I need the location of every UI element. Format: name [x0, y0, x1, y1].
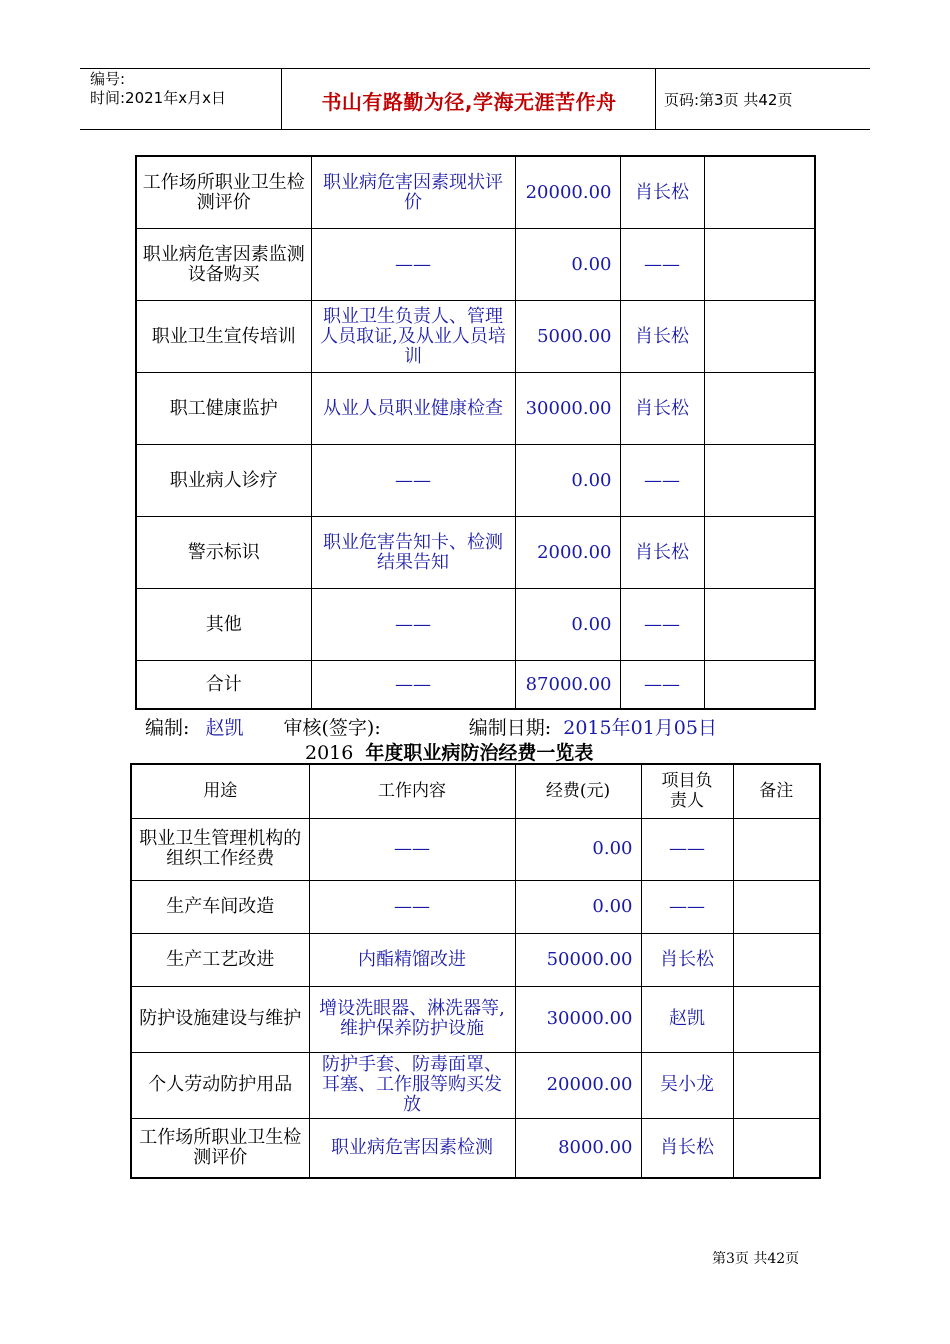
purpose-cell: 职工健康监护 [136, 373, 311, 445]
table-title [275, 738, 593, 765]
cost-cell: 30000.00 [515, 373, 620, 445]
cost-cell: 0.00 [515, 589, 620, 661]
cost-cell: 0.00 [515, 445, 620, 517]
note-cell [733, 1052, 820, 1118]
note-cell [733, 1118, 820, 1178]
cost-cell: 0.00 [515, 229, 620, 301]
purpose-cell: 生产工艺改进 [131, 933, 309, 986]
note-cell [704, 156, 815, 229]
owner-cell: 肖长松 [620, 517, 704, 589]
table-row [136, 445, 815, 517]
header-cost: 经费(元) [515, 764, 641, 818]
table-row [136, 517, 815, 589]
signoff-line [145, 713, 717, 740]
content-cell: 内酯精馏改进 [309, 933, 515, 986]
header-note: 备注 [733, 764, 820, 818]
table-row [131, 933, 820, 986]
cost-cell: 20000.00 [515, 1052, 641, 1118]
owner-cell: —— [641, 880, 733, 933]
date-value: 2015年01月05日 [563, 717, 717, 739]
table-row [136, 156, 815, 229]
purpose-cell: 其他 [136, 589, 311, 661]
header-page-label: 页码:第3页 共42页 [664, 91, 793, 109]
prepared-label: 编制: [145, 717, 190, 739]
content-cell: —— [311, 445, 515, 517]
cost-cell: 20000.00 [515, 156, 620, 229]
note-cell [704, 517, 815, 589]
owner-cell: —— [620, 661, 704, 710]
purpose-cell: 防护设施建设与维护 [131, 986, 309, 1052]
content-cell: 职业病危害因素检测 [309, 1118, 515, 1178]
owner-cell: —— [641, 818, 733, 880]
content-cell: 职业危害告知卡、检测结果告知 [311, 517, 515, 589]
owner-cell: 赵凯 [641, 986, 733, 1052]
purpose-cell: 职业病危害因素监测设备购买 [136, 229, 311, 301]
header-motto: 书山有路勤为径,学海无涯苦作舟 [321, 90, 617, 114]
cost-cell: 8000.00 [515, 1118, 641, 1178]
table-row [131, 1118, 820, 1178]
note-cell [733, 986, 820, 1052]
header-content: 工作内容 [309, 764, 515, 818]
expense-table-2016 [130, 763, 821, 1179]
content-cell: —— [309, 880, 515, 933]
cost-cell: 50000.00 [515, 933, 641, 986]
header-owner: 项目负责人 [641, 764, 733, 818]
note-cell [704, 445, 815, 517]
table-row [131, 818, 820, 880]
header-bottom-rule [80, 129, 870, 130]
prepared-by: 赵凯 [205, 717, 244, 739]
table-row [136, 301, 815, 373]
owner-cell: 吴小龙 [641, 1052, 733, 1118]
cost-cell: 5000.00 [515, 301, 620, 373]
table-row [136, 373, 815, 445]
owner-cell: —— [620, 229, 704, 301]
table-row [131, 1052, 820, 1118]
note-cell [733, 818, 820, 880]
purpose-cell: 职业病人诊疗 [136, 445, 311, 517]
cost-cell: 0.00 [515, 880, 641, 933]
title-year: 2016 [275, 742, 365, 765]
content-cell: —— [309, 818, 515, 880]
page-footer: 第3页 共42页 [712, 1251, 800, 1267]
total-row [136, 661, 815, 710]
purpose-cell: 警示标识 [136, 517, 311, 589]
cost-cell: 0.00 [515, 818, 641, 880]
note-cell [704, 589, 815, 661]
purpose-cell: 工作场所职业卫生检测评价 [136, 156, 311, 229]
purpose-cell: 合计 [136, 661, 311, 710]
owner-cell: —— [620, 589, 704, 661]
note-cell [704, 661, 815, 710]
date-label: 编制日期: [468, 717, 552, 739]
content-cell: 防护手套、防毒面罩、耳塞、工作服等购买发放 [309, 1052, 515, 1118]
owner-cell: 肖长松 [641, 1118, 733, 1178]
content-cell: —— [311, 661, 515, 710]
table-row [136, 229, 815, 301]
expense-table-2015 [135, 155, 816, 710]
purpose-cell: 个人劳动防护用品 [131, 1052, 309, 1118]
content-cell: 职业卫生负责人、管理人员取证,及从业人员培训 [311, 301, 515, 373]
table-row [131, 880, 820, 933]
table-row [131, 986, 820, 1052]
content-cell: 职业病危害因素现状评价 [311, 156, 515, 229]
table-header-row [131, 764, 820, 818]
note-cell [704, 229, 815, 301]
purpose-cell: 职业卫生宣传培训 [136, 301, 311, 373]
content-cell: 从业人员职业健康检查 [311, 373, 515, 445]
owner-cell: 肖长松 [620, 156, 704, 229]
cost-cell: 87000.00 [515, 661, 620, 710]
content-cell: 增设洗眼器、淋洗器等,维护保养防护设施 [309, 986, 515, 1052]
content-cell: —— [311, 229, 515, 301]
header-top-rule [80, 68, 870, 69]
header-purpose: 用途 [131, 764, 309, 818]
note-cell [733, 933, 820, 986]
cost-cell: 30000.00 [515, 986, 641, 1052]
owner-cell: —— [620, 445, 704, 517]
purpose-cell: 职业卫生管理机构的组织工作经费 [131, 818, 309, 880]
table-row [136, 589, 815, 661]
cost-cell: 2000.00 [515, 517, 620, 589]
owner-cell: 肖长松 [620, 301, 704, 373]
time-label: 时间:2021年x月x日 [90, 89, 226, 107]
review-label: 审核(签字): [283, 717, 381, 739]
purpose-cell: 工作场所职业卫生检测评价 [131, 1118, 309, 1178]
header-meta [90, 70, 226, 108]
note-cell [704, 373, 815, 445]
content-cell: —— [311, 589, 515, 661]
note-cell [733, 880, 820, 933]
number-label: 编号: [90, 70, 126, 88]
owner-cell: 肖长松 [641, 933, 733, 986]
purpose-cell: 生产车间改造 [131, 880, 309, 933]
owner-cell: 肖长松 [620, 373, 704, 445]
note-cell [704, 301, 815, 373]
title-text: 年度职业病防治经费一览表 [365, 742, 594, 764]
